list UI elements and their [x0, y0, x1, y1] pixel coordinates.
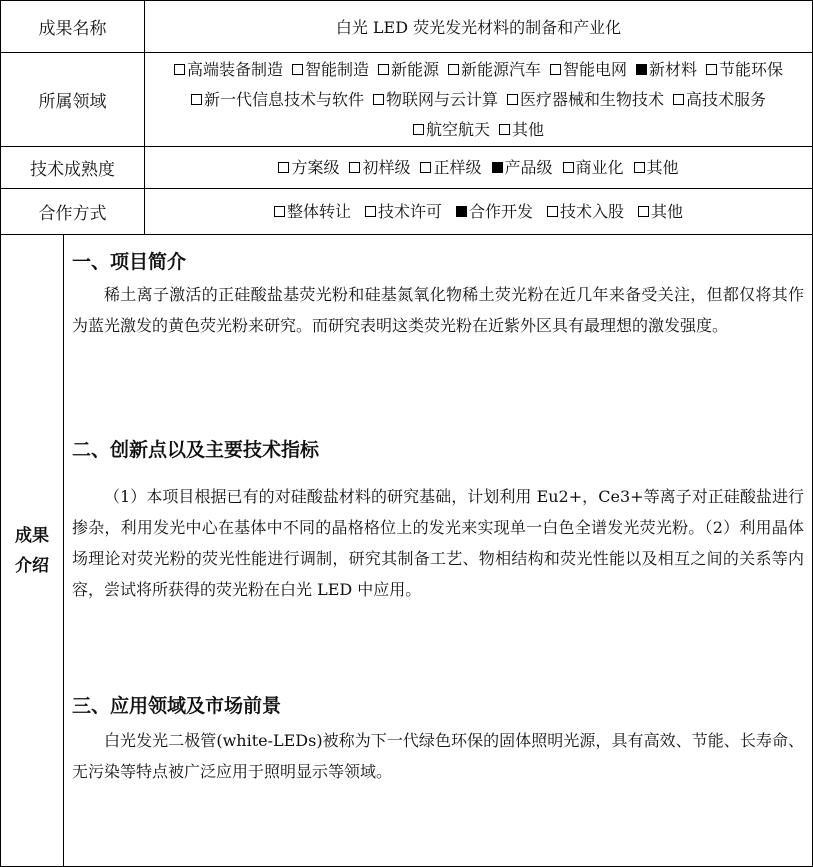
field-option-label: 航空航天	[425, 119, 490, 139]
maturity-option-label: 初样级	[362, 157, 411, 177]
cooperation-option[interactable]	[456, 201, 533, 223]
cooperation-label: 合作方式	[1, 189, 145, 234]
checkbox-icon[interactable]	[507, 94, 518, 105]
field-option[interactable]	[550, 59, 627, 81]
field-option-label: 智能制造	[304, 59, 369, 79]
checkbox-icon[interactable]	[278, 162, 289, 173]
field-option[interactable]	[507, 89, 664, 111]
maturity-option-label: 正样级	[433, 157, 482, 177]
checkbox-icon[interactable]	[378, 64, 389, 75]
name-label: 成果名称	[1, 1, 145, 52]
maturity-options	[151, 157, 806, 179]
checkbox-icon[interactable]	[349, 162, 360, 173]
field-options	[151, 59, 806, 141]
field-option-label: 物联网与云计算	[385, 89, 498, 109]
cooperation-option-label: 整体转让	[286, 201, 351, 221]
intro-content	[64, 235, 812, 866]
cooperation-row	[0, 188, 813, 234]
checkbox-icon[interactable]	[292, 64, 303, 75]
cooperation-option-label: 技术入股	[560, 201, 625, 221]
checkbox-icon[interactable]	[274, 206, 285, 217]
checkbox-icon[interactable]	[174, 64, 185, 75]
field-option[interactable]	[373, 89, 498, 111]
field-options-cell	[145, 53, 812, 146]
field-option-label: 新能源汽车	[460, 59, 541, 79]
maturity-label: 技术成熟度	[1, 147, 145, 188]
field-option[interactable]	[636, 59, 697, 81]
field-option-label: 节能环保	[719, 59, 784, 79]
maturity-option-label: 其他	[646, 157, 679, 177]
field-option-label: 医疗器械和生物技术	[520, 89, 665, 109]
cooperation-options	[151, 201, 806, 223]
intro-label-line2: 介绍	[15, 555, 49, 576]
checked-box-icon[interactable]	[636, 64, 647, 75]
field-option[interactable]	[673, 89, 766, 111]
maturity-option-label: 方案级	[291, 157, 340, 177]
checkbox-icon[interactable]	[420, 162, 431, 173]
checkbox-icon[interactable]	[448, 64, 459, 75]
checkbox-icon[interactable]	[373, 94, 384, 105]
checkbox-icon[interactable]	[563, 162, 574, 173]
cooperation-option[interactable]	[547, 201, 624, 223]
checked-box-icon[interactable]	[492, 162, 503, 173]
cooperation-option[interactable]	[274, 201, 351, 223]
checkbox-icon[interactable]	[547, 206, 558, 217]
field-option-label: 新材料	[649, 59, 698, 79]
field-row	[0, 52, 813, 146]
field-option[interactable]	[448, 59, 541, 81]
field-option-label: 新能源	[390, 59, 439, 79]
maturity-option[interactable]	[492, 157, 553, 179]
field-option-label: 其他	[512, 119, 545, 139]
checked-box-icon[interactable]	[456, 206, 467, 217]
field-option[interactable]	[413, 119, 490, 141]
maturity-option[interactable]	[278, 157, 339, 179]
field-option-label: 高技术服务	[686, 89, 767, 109]
section2-text: （1）本项目根据已有的对硅酸盐材料的研究基础，计划利用 Eu2+，Ce3+等离子对正硅酸盐进行掺杂，利用发光中心在基体中不同的晶格格位上的发光来实现单一白色全谱发光荧光粉。（2）利用晶体场理论对荧光粉的荧光性能进行调制，研究其制备工艺、物相结构和荧光性能以及相互之间的关系等内容，尝试将所获得的荧光粉在白光 LED 中应用。	[72, 487, 804, 599]
field-label: 所属领域	[1, 53, 145, 146]
maturity-option-label: 产品级	[504, 157, 553, 177]
cooperation-option-label: 其他	[651, 201, 684, 221]
field-option[interactable]	[499, 119, 544, 141]
field-option[interactable]	[174, 59, 283, 81]
field-option[interactable]	[191, 89, 364, 111]
section2-title: 二、创新点以及主要技术指标	[72, 439, 320, 461]
cooperation-option-label: 技术许可	[377, 201, 442, 221]
checkbox-icon[interactable]	[550, 64, 561, 75]
maturity-option[interactable]	[563, 157, 624, 179]
checkbox-icon[interactable]	[413, 124, 424, 135]
maturity-row	[0, 146, 813, 188]
section3-text: 白光发光二极管(white-LEDs)被称为下一代绿色环保的固体照明光源，具有高效、节能、长寿命、无污染等特点被广泛应用于照明显示等领域。	[72, 731, 804, 781]
cooperation-option-label: 合作开发	[468, 201, 533, 221]
checkbox-icon[interactable]	[706, 64, 717, 75]
maturity-option[interactable]	[420, 157, 481, 179]
name-row	[0, 0, 813, 52]
section1-title: 一、项目简介	[72, 251, 187, 273]
field-option-label: 高端装备制造	[186, 59, 283, 79]
checkbox-icon[interactable]	[499, 124, 510, 135]
section1-text: 稀土离子激活的正硅酸盐基荧光粉和硅基氮氧化物稀土荧光粉在近几年来备受关注，但都仅将其作为蓝光激发的黄色荧光粉来研究。而研究表明这类荧光粉在近紫外区具有最理想的激发强度。	[72, 285, 804, 335]
intro-row	[0, 234, 813, 867]
checkbox-icon[interactable]	[638, 206, 649, 217]
field-option[interactable]	[706, 59, 783, 81]
name-value: 白光 LED 荧光发光材料的制备和产业化	[335, 18, 622, 37]
intro-label	[1, 235, 64, 866]
checkbox-icon[interactable]	[191, 94, 202, 105]
cooperation-option[interactable]	[638, 201, 683, 223]
section3-title: 三、应用领域及市场前景	[72, 695, 282, 717]
checkbox-icon[interactable]	[365, 206, 376, 217]
maturity-option[interactable]	[634, 157, 679, 179]
checkbox-icon[interactable]	[634, 162, 645, 173]
intro-label-line1: 成果	[15, 525, 49, 546]
maturity-options-cell	[145, 147, 812, 188]
field-option[interactable]	[292, 59, 369, 81]
field-option-label: 新一代信息技术与软件	[203, 89, 364, 109]
maturity-option[interactable]	[349, 157, 410, 179]
checkbox-icon[interactable]	[673, 94, 684, 105]
cooperation-option[interactable]	[365, 201, 442, 223]
maturity-option-label: 商业化	[575, 157, 624, 177]
field-option[interactable]	[378, 59, 439, 81]
cooperation-options-cell	[145, 189, 812, 234]
field-option-label: 智能电网	[563, 59, 628, 79]
